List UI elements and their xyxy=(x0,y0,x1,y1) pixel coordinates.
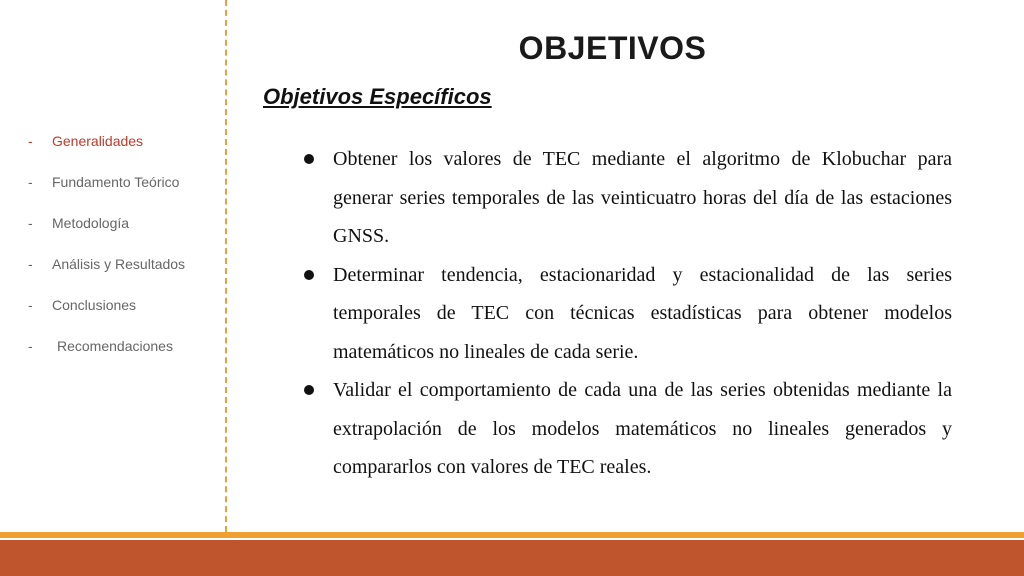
sidebar-item-generalidades[interactable] xyxy=(28,120,218,161)
objective-text: Determinar tendencia, estacionaridad y estacionalidad de las series temporales de TEC con técnicas estadísticas para obtener modelos matemáticos no lineales de cada serie. xyxy=(333,263,952,363)
list-item xyxy=(302,371,952,487)
nav-dash: - xyxy=(28,173,33,190)
list-item xyxy=(302,140,952,256)
sidebar-item-label: Conclusiones xyxy=(52,296,137,313)
sidebar-item-conclusiones[interactable] xyxy=(28,284,218,325)
sidebar-item-label: Recomendaciones xyxy=(57,337,173,354)
sidebar-item-metodologia[interactable] xyxy=(28,202,218,243)
nav-dash: - xyxy=(28,214,33,231)
nav-dash: - xyxy=(28,296,33,313)
section-subtitle: Objetivos Específicos xyxy=(263,84,492,109)
sidebar-item-label: Metodología xyxy=(52,214,130,231)
bullet-icon xyxy=(304,385,314,395)
vertical-dashed-divider xyxy=(225,0,227,532)
sidebar-item-fundamento-teorico[interactable] xyxy=(28,161,218,202)
sidebar-item-label: Fundamento Teórico xyxy=(52,173,180,190)
sidebar-nav xyxy=(28,120,218,366)
nav-dash: - xyxy=(28,132,33,149)
bullet-icon xyxy=(304,154,314,164)
list-item xyxy=(302,256,952,372)
accent-line xyxy=(0,532,1024,538)
sidebar-item-analisis-resultados[interactable] xyxy=(28,243,218,284)
objective-text: Obtener los valores de TEC mediante el algoritmo de Klobuchar para generar series temporales de las veinticuatro horas del día de las estaciones GNSS. xyxy=(333,148,952,247)
bullet-icon xyxy=(304,270,314,280)
nav-dash: - xyxy=(28,255,33,272)
sidebar-item-label: Análisis y Resultados xyxy=(52,255,186,272)
page-title: OBJETIVOS xyxy=(518,30,707,66)
sidebar-item-label: Generalidades xyxy=(52,132,144,149)
objectives-list xyxy=(302,140,952,487)
sidebar-item-recomendaciones[interactable] xyxy=(28,325,218,366)
nav-dash: - xyxy=(28,337,33,354)
footer-bar xyxy=(0,540,1024,576)
objective-text: Validar el comportamiento de cada una de las series obtenidas mediante la extrapolación de los modelos matemáticos no lineales generados y compararlos con valores de TEC reales. xyxy=(333,379,952,478)
